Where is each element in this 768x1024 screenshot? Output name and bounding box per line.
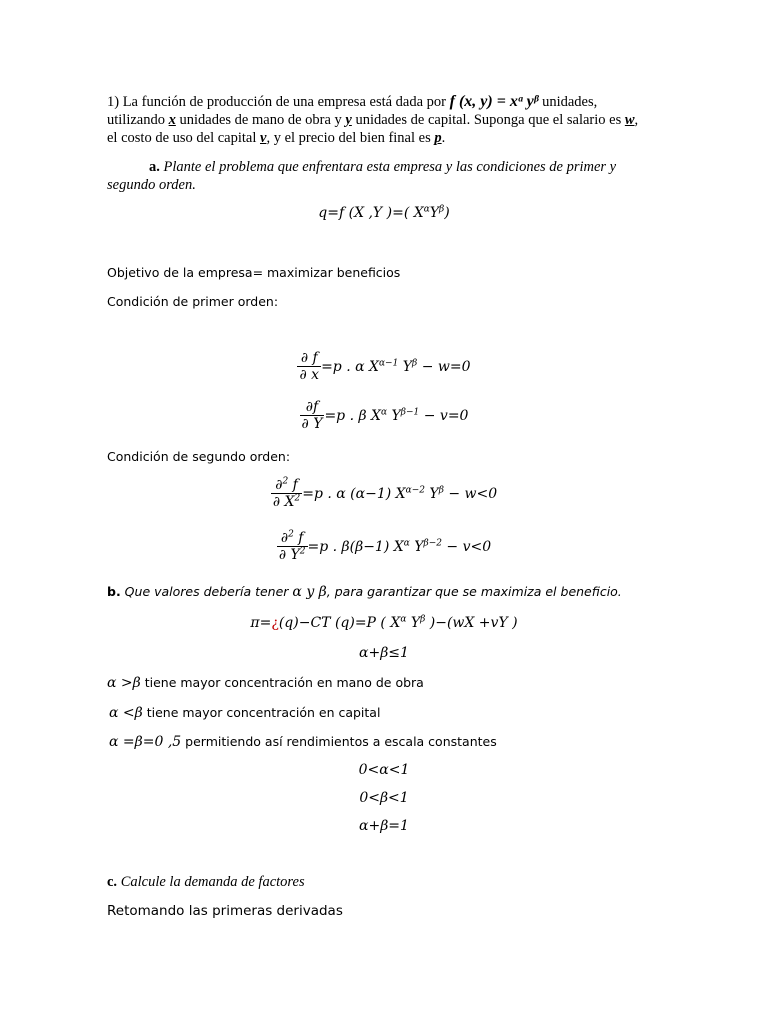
var-p: p — [434, 130, 442, 146]
problem-line-3: el costo de uso del capital v, y el precio del bien final es p. — [107, 130, 446, 146]
alpha-gt-beta-line: α >β tiene mayor concentración en mano de obra — [107, 675, 424, 691]
foc-eq-x: $\frac{\partial f}{\partial x}$ =p . α $X^{\alpha-1}$ $Y^\beta - w=0$ — [299, 350, 471, 383]
alpha-range: 0<α<1 — [358, 762, 410, 778]
soc-label: Condición de segundo orden: — [107, 449, 291, 464]
part-b-greek: α y β — [292, 584, 327, 600]
foc-eq-y: $\frac{\partial f}{\partial Y}$ =p . β $X^\alpha$ $Y^{\beta-1} - v=0$ — [301, 399, 469, 432]
var-x: x — [168, 112, 176, 128]
alpha-lt-beta-line: α <β tiene mayor concentración en capital — [109, 705, 381, 721]
alpha-beta-sum: α+β=1 — [359, 818, 409, 834]
foc-label: Condición de primer orden: — [107, 294, 279, 309]
objective-text: Objetivo de la empresa= maximizar beneficios — [107, 265, 401, 280]
problem-line-1: 1) La función de producción de una empresa está dada por f (x, y) = xᵃ yᵝ unidades, — [107, 93, 598, 110]
production-function-formula: f (x, y) = xᵃ yᵝ — [449, 93, 539, 110]
returns-condition: α+β≤1 — [359, 645, 409, 661]
part-c-line: c. Calcule la demanda de factores — [107, 874, 305, 890]
production-equation: q=f (X ,Y )=( $X^\alpha Y^\beta$) — [318, 204, 450, 221]
beta-range: 0<β<1 — [359, 790, 409, 806]
part-a-line-2: segundo orden. — [107, 177, 196, 193]
part-c-followup: Retomando las primeras derivadas — [107, 903, 343, 919]
part-b-label: b. — [107, 584, 121, 599]
problem-line-2: utilizando x unidades de mano de obra y y unidades de capital. Suponga que el salario es w, — [107, 112, 639, 128]
part-a-line-1: a. Plante el problema que enfrentara esta empresa y las condiciones de primer y — [149, 159, 617, 175]
var-v: v — [260, 130, 267, 146]
profit-equation: π=¿(q)−CT (q)=P ( $X^\alpha$ $Y^\beta$ )−(wX +vY ) — [250, 614, 518, 631]
part-c-label: c. — [107, 874, 118, 890]
var-y: y — [345, 112, 352, 128]
part-a-label: a. — [149, 159, 160, 175]
part-b-line: b. Que valores debería tener α y β, para garantizar que se maximiza el beneficio. — [107, 584, 622, 600]
soc-eq-x: $\frac{\partial^2 f}{\partial X^2}$ =p . α (α−1) $X^{\alpha-2}$ $Y^\beta - w<0$ — [272, 476, 498, 510]
var-w: w — [624, 112, 635, 128]
soc-eq-y: $\frac{\partial^2 f}{\partial Y^2}$ =p . β(β−1) $X^\alpha$ $Y^{\beta-2} - v<0$ — [278, 529, 492, 563]
alpha-eq-beta-line: α =β=0 ,5 permitiendo así rendimientos a escala constantes — [109, 734, 497, 750]
